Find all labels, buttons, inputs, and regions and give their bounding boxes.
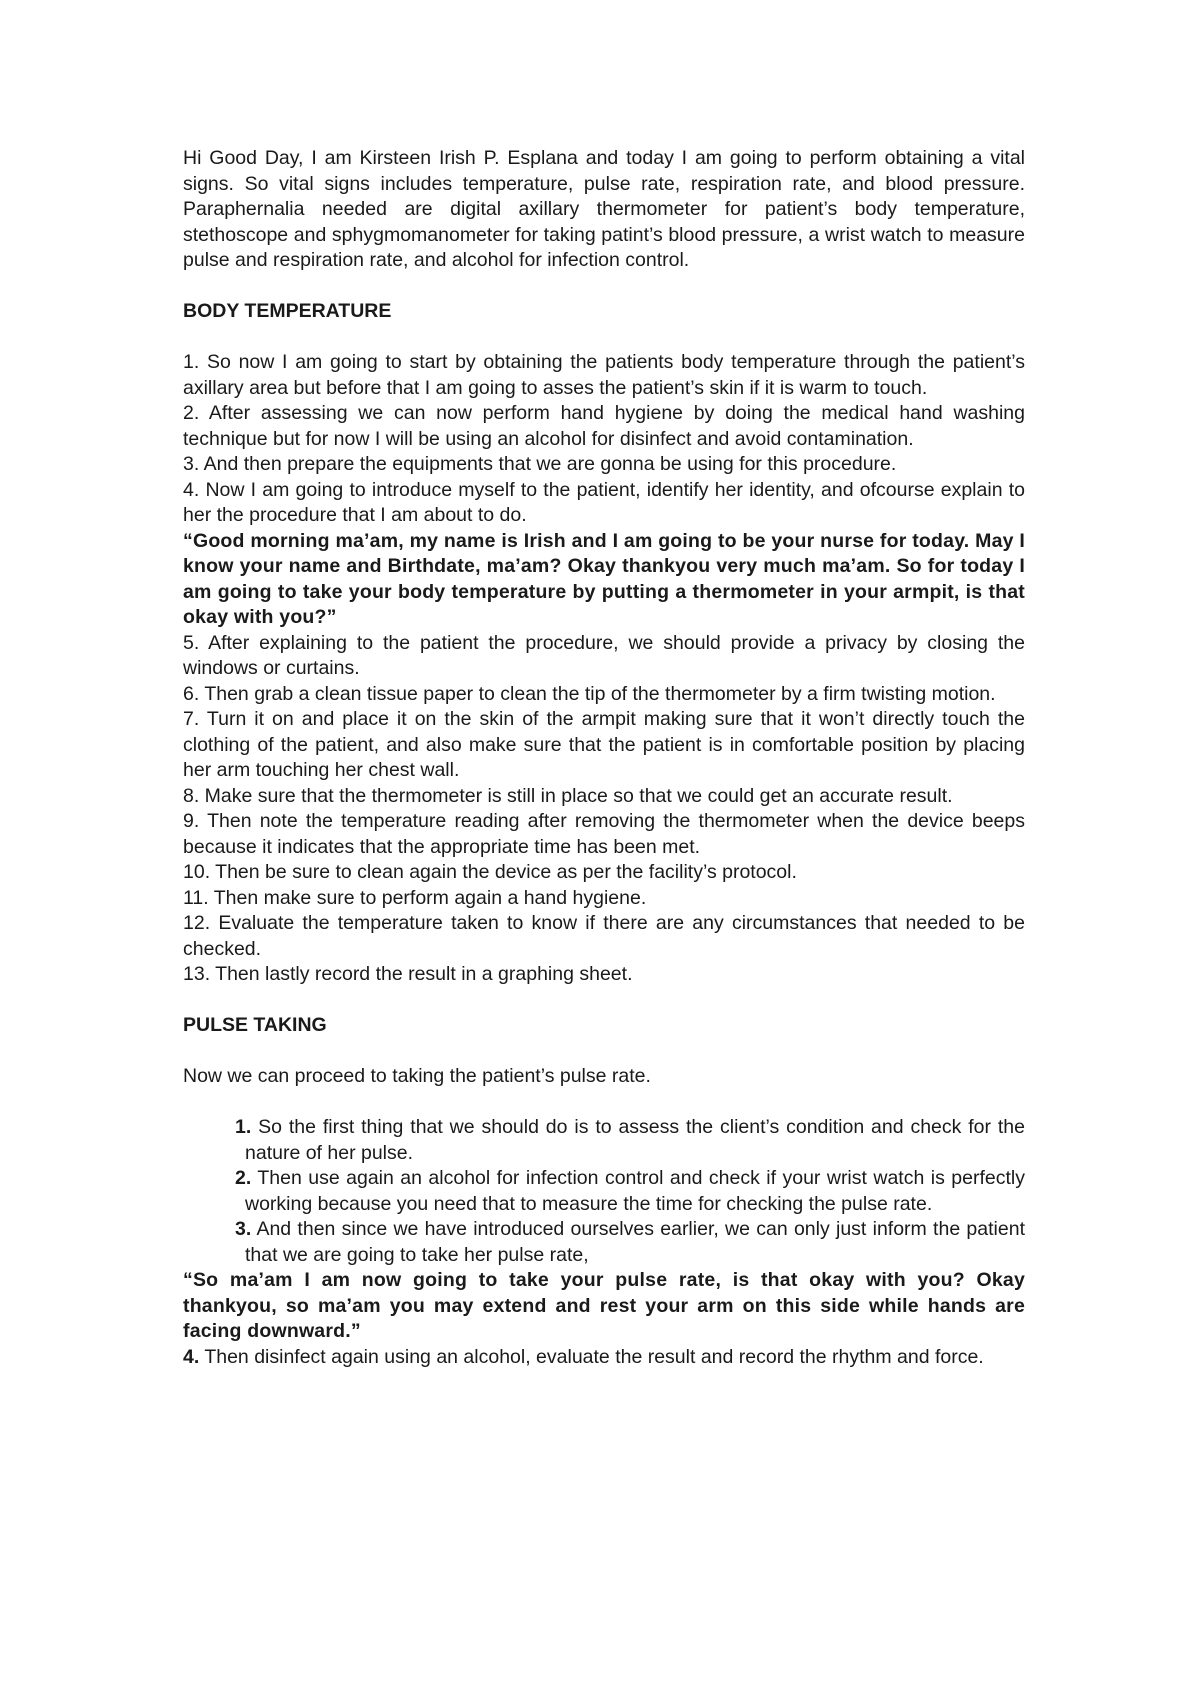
- temperature-step: 13. Then lastly record the result in a graphing sheet.: [183, 963, 633, 985]
- temperature-step: 2. After assessing we can now perform hand hygiene by doing the medical hand washing technique but for now I will be using an alcohol for disinfect and avoid contamination.: [183, 402, 1025, 450]
- pulse-final-step: [183, 1345, 1025, 1371]
- temperature-step: 3. And then prepare the equipments that we are gonna be using for this procedure.: [183, 453, 897, 475]
- temperature-dialogue-quote: “Good morning ma’am, my name is Irish and I am going to be your nurse for today. May I know your name and Birthdate, ma’am? Okay thankyou very much ma’am. So for today I am going to take your body temperature by putting a thermometer in your armpit, is that okay with you?”: [183, 529, 1025, 628]
- temperature-step: 11. Then make sure to perform again a hand hygiene.: [183, 886, 647, 909]
- temperature-step: 5. After explaining to the patient the procedure, we should provide a privacy by closing the windows or curtains.: [183, 631, 1025, 679]
- pulse-step-number: 4.: [183, 1345, 200, 1368]
- temperature-step: 8. Make sure that the thermometer is still in place so that we could get an accurate result.: [183, 784, 953, 807]
- pulse-step-text: So the first thing that we should do is to assess the client’s condition and check for the nature of her pulse.: [245, 1116, 1025, 1164]
- temperature-step: 7. Turn it on and place it on the skin of the armpit making sure that it won’t directly touch the clothing of the patient, and also make sure that the patient is in comfortable position by placing her arm touching her chest wall.: [183, 708, 1025, 781]
- pulse-intro: Now we can proceed to taking the patient’s pulse rate.: [183, 1065, 651, 1087]
- pulse-step-text: Then disinfect again using an alcohol, evaluate the result and record the rhythm and force.: [199, 1345, 984, 1368]
- temperature-step: 9. Then note the temperature reading after removing the thermometer when the device beeps because it indicates that the appropriate time has been met.: [183, 810, 1025, 858]
- temperature-step: 12. Evaluate the temperature taken to know if there are any circumstances that needed to be checked.: [183, 912, 1025, 960]
- pulse-step-text: And then since we have introduced ourselves earlier, we can only just inform the patient that we are going to take her pulse rate,: [245, 1218, 1025, 1266]
- body-temperature-heading: BODY TEMPERATURE: [183, 300, 392, 322]
- pulse-taking-heading: PULSE TAKING: [183, 1014, 327, 1036]
- temperature-step: 1. So now I am going to start by obtaining the patients body temperature through the patient’s axillary area but before that I am going to asses the patient’s skin if it is warm to touch.: [183, 351, 1025, 399]
- pulse-dialogue-quote: “So ma’am I am now going to take your pulse rate, is that okay with you? Okay thankyou, so ma’am you may extend and rest your arm on this side while hands are facing downward.”: [183, 1269, 1025, 1342]
- pulse-steps-list: [183, 1115, 1025, 1268]
- document-body: [183, 146, 1025, 1370]
- intro-paragraph: Hi Good Day, I am Kirsteen Irish P. Esplana and today I am going to perform obtaining a vital signs. So vital signs includes temperature, pulse rate, respiration rate, and blood pressure. Paraphernalia needed are digital axillary thermometer for patient’s body temperature, stethoscope and sphygmomanometer for taking patint’s blood pressure, a wrist watch to measure pulse and respiration rate, and alcohol for infection control.: [183, 147, 1025, 271]
- pulse-step-number: 1.: [235, 1116, 252, 1138]
- pulse-step-text: Then use again an alcohol for infection control and check if your wrist watch is perfectly working because you need that to measure the time for checking the pulse rate.: [245, 1167, 1025, 1215]
- pulse-step-number: 3.: [235, 1218, 252, 1240]
- pulse-step: [173, 1217, 1025, 1268]
- temperature-step: 10. Then be sure to clean again the device as per the facility’s protocol.: [183, 861, 797, 883]
- pulse-step: [173, 1166, 1025, 1217]
- temperature-step: 6. Then grab a clean tissue paper to clean the tip of the thermometer by a firm twisting motion.: [183, 682, 996, 705]
- pulse-step-number: 2.: [235, 1167, 252, 1189]
- temperature-step: 4. Now I am going to introduce myself to the patient, identify her identity, and ofcourse explain to her the procedure that I am about to do.: [183, 478, 1025, 526]
- pulse-step: [173, 1115, 1025, 1166]
